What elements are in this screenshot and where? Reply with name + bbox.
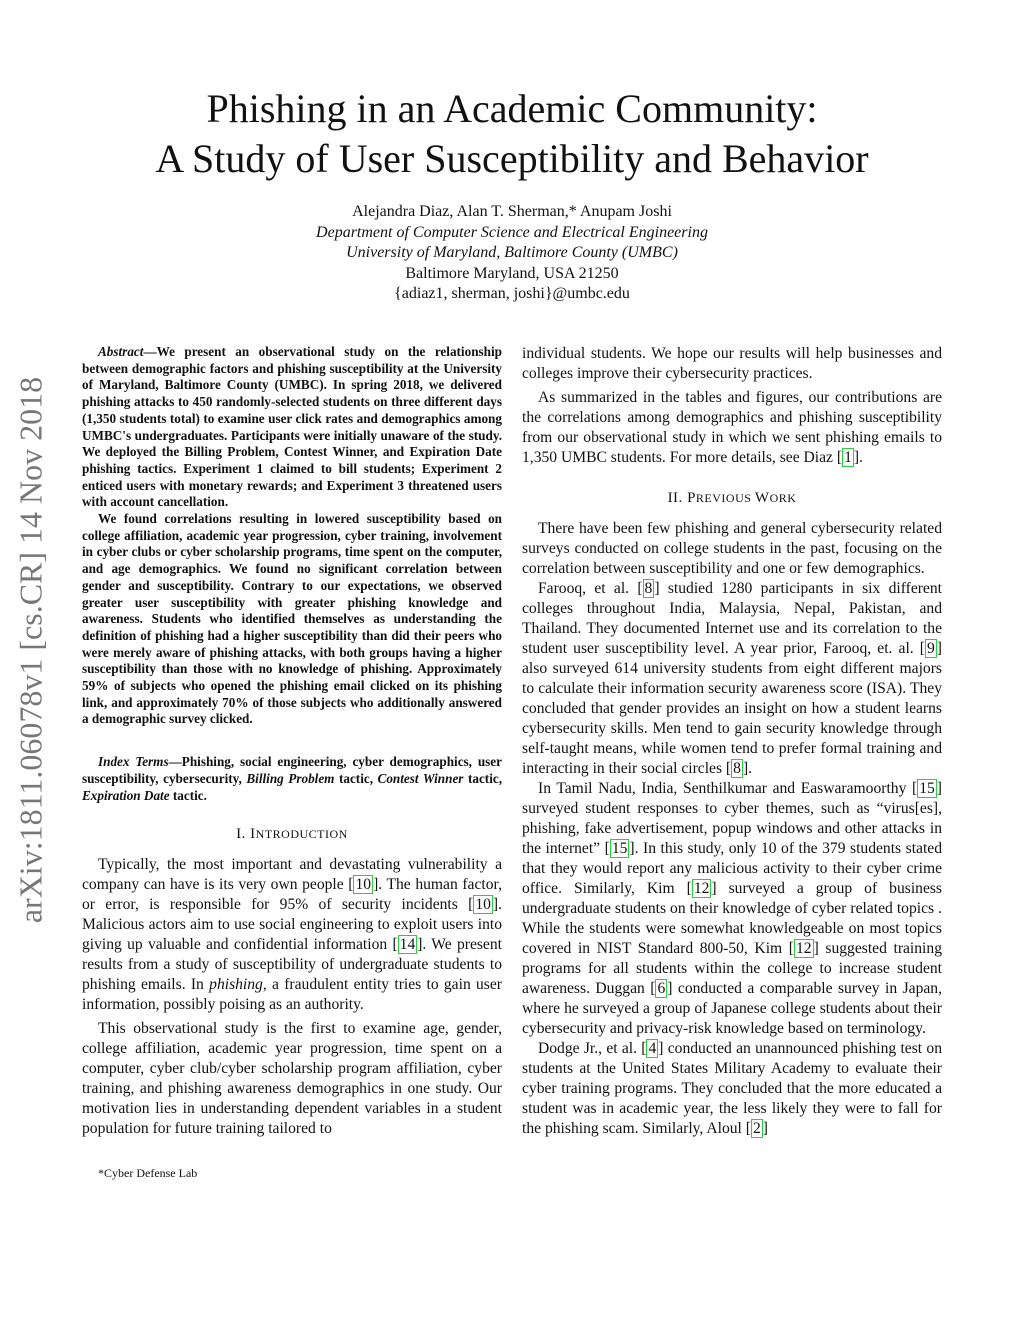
index-term-contest: Contest Winner [377,770,464,786]
intro-term-phishing: phishing [209,976,263,994]
intro-text-e: , a fraudulent entity tries to gain user information, possibly poising as an authority. [82,976,502,1014]
prev-text: ] surveyed a group of business undergraduate students on their knowledge of cyber related topics . While the students were somewhat knowledgeable on most topics covered in NIST Standard 800-50, Kim [ [522,880,943,957]
contributions-text: As summarized in the tables and figures, our contributions are the correlations among demographics and phishing susceptibility from our observational study in which we sent phishing emails to 1,350 UMBC students. For more details, see Diaz [ [522,389,942,466]
author-department: Department of Computer Science and Electrical Engineering [316,223,708,241]
title-line-2: A Study of User Susceptibility and Behavior [155,136,869,181]
citation-link[interactable]: 15 [611,840,628,857]
prev-text: In Tamil Nadu, India, Senthilkumar and Easwaramoorthy [ [538,780,918,797]
prev-text: ] surveyed student responses to cyber themes, such as “virus[es], phishing, fake advertisement, popup windows and other attacks in the internet” [ [522,780,942,857]
intro-paragraph-1 [82,855,502,1015]
citation-link[interactable]: 14 [399,936,416,954]
section-smallcaps: ORK [769,491,797,505]
intro-text-b: ]. The human factor, or error, is responsible for 95% of security incidents [ [82,876,502,914]
citation-link[interactable]: 2 [752,1120,761,1137]
section-heading-introduction [82,826,502,843]
citation-link[interactable]: 12 [795,940,812,957]
prev-text: Farooq, et al. [ [538,580,643,597]
right-paragraph-0: individual students. We hope our results will help businesses and colleges improve their cybersecurity practices. [522,345,942,382]
author-university: University of Maryland, Baltimore County (UMBC) [346,244,678,261]
intro-paragraph-2: This observational study is the first to examine age, gender, college affiliation, academic year progression, time spent on a computer, cyber club/cyber scholarship program affiliation, cyber training, and phishing awareness demographics in one study. Our motivation lies in understanding dependent variables in a student population for future training tailored to [82,1020,502,1138]
section-cap: W [754,490,770,506]
author-address: Baltimore Maryland, USA 21250 [405,264,619,282]
arxiv-identifier: arXiv:1811.06078v1 [cs.CR] 14 Nov 2018 [12,376,49,924]
citation-link[interactable]: 10 [475,896,491,914]
citation-link[interactable]: 15 [919,780,935,797]
section-heading-previous-work [522,490,942,507]
index-terms-label: Index Terms [98,754,169,770]
citation-link[interactable]: 4 [648,1040,657,1057]
section-number: II. [667,490,688,506]
citation-link[interactable]: 12 [693,880,710,897]
contributions-end: ]. [853,449,863,466]
footnote: *Cyber Defense Lab [98,1166,198,1181]
section-cap: P [687,490,696,506]
section-smallcaps: REVIOUS [695,491,755,505]
paper-title [0,84,1024,184]
arxiv-sidebar [6,350,56,950]
prev-paragraph-3 [522,779,942,1039]
prev-text: ] also surveyed 614 university students from eight different majors to calculate their information security awareness score (ISA). They concluded that gender provides an insight on how a student learns cybersecurity skills. Men tend to gain security knowledge through self-taught means, while women tend to prefer formal training and interacting in their social circles [ [522,640,942,777]
prev-paragraph-1: There have been few phishing and general cybersecurity related surveys conducted on college students in the past, focusing on the correlation between susceptibility and one or few demographics. [522,520,942,577]
prev-text: Dodge Jr., et al. [ [538,1040,647,1057]
index-terms [82,754,502,804]
index-terms-text: —Phishing, social engineering, cyber demographics, user susceptibility, cybersecurity, [82,754,502,786]
abstract-paragraph-1 [82,344,502,511]
author-emails: {adiaz1, sherman, joshi}@umbc.edu [394,285,630,302]
title-line-1: Phishing in an Academic Community: [206,86,818,131]
citation-link[interactable]: 9 [927,640,935,657]
author-block [0,202,1024,305]
prev-text: ] conducted an unannounced phishing test on students at the United States Military Academy to evaluate their cyber training programs. They concluded that the more educated a student was in academic year, the less likely they were to fall for the phishing scam. Similarly, Aloul [ [522,1040,942,1137]
citation-link[interactable]: 1 [844,449,852,466]
abstract-paragraph-2: We found correlations resulting in lowered susceptibility based on college affiliation, academic year progression, cyber training, involvement in cyber clubs or cyber scholarship programs, time spent on the computer, and age demographics. We found no significant correlation between gender and susceptibility. Contrary to our expectations, we observed greater user susceptibility with greater phishing knowledge and awareness. Students who identified themselves as understanding the definition of phishing had a higher susceptibility than did their peers who were merely aware of phishing attacks, with both groups having a higher susceptibility than those with no knowledge of phishing. Approximately 59% of subjects who opened the phishing email clicked on its phishing link, and approximately 70% of those subjects who additionally answered a demographic survey clicked. [82,511,502,727]
author-names: Alejandra Diaz, Alan T. Sherman,* Anupam Joshi [352,203,672,220]
prev-text: ] conducted a comparable survey in Japan, where he surveyed a group of Japanese college students about their cybersecurity and privacy-risk knowledge based on terminology. [522,980,942,1037]
citation-link[interactable]: 8 [644,580,653,597]
index-terms-sep-1: tactic, [334,770,378,786]
index-terms-end: tactic. [169,787,207,803]
index-term-expiration: Expiration Date [82,787,170,803]
prev-text: ] [762,1120,768,1137]
abstract-text-1: —We present an observational study on the relationship between demographic factors and phishing susceptibility at the University of Maryland, Baltimore County (UMBC). In spring 2018, we delivered phishing attacks to 450 randomly-selected students on three different days (1,350 students total) to examine user click rates and demographics among UMBC's undergraduates. Participants were initially unaware of the study. We deployed the Billing Problem, Contest Winner, and Expiration Date phishing tactics. Experiment 1 claimed to bill students; Experiment 2 enticed users with monetary rewards; and Experiment 3 threatened users with account cancellation. [82,344,502,510]
prev-text: ]. [742,760,753,777]
section-smallcaps: NTRODUCTION [255,827,348,842]
intro-text-c: ]. Malicious actors aim to use social engineering to exploit users into giving up valuable and confidential information [ [82,896,502,954]
prev-paragraph-4 [522,1039,942,1139]
prev-text: ]. In this study, only 10 of the 379 students stated that they would report any malicious activity to their cyber crime office. Similarly, Kim [ [522,840,942,897]
intro-text-a: Typically, the most important and devastating vulnerability a company can have is its very own people [ [82,856,502,894]
contributions-paragraph [522,388,942,468]
citation-link[interactable]: 6 [657,980,666,997]
prev-paragraph-2 [522,579,942,779]
left-column [82,344,502,1181]
citation-link[interactable]: 10 [355,876,372,894]
abstract-label: Abstract [98,344,144,359]
section-cap: I [250,826,256,843]
citation-link[interactable]: 8 [733,760,741,777]
prev-text: ] studied 1280 participants in six different colleges throughout India, Malaysia, Nepal, Pakistan, and Thailand. They documented Internet use and its correlation to the student user susceptibility level. A year prior, Farooq, et. al. [ [522,580,942,657]
index-terms-sep-2: tactic, [463,770,503,786]
intro-text-d: ]. We present results from a study of susceptibility of undergraduate students to phishing emails. In [82,936,502,994]
right-column [522,344,942,1139]
index-term-billing: Billing Problem [246,770,335,786]
prev-text: ] suggested training programs for all students within the college to increase student awareness. Duggan [ [522,940,942,997]
section-number: I. [236,826,251,843]
